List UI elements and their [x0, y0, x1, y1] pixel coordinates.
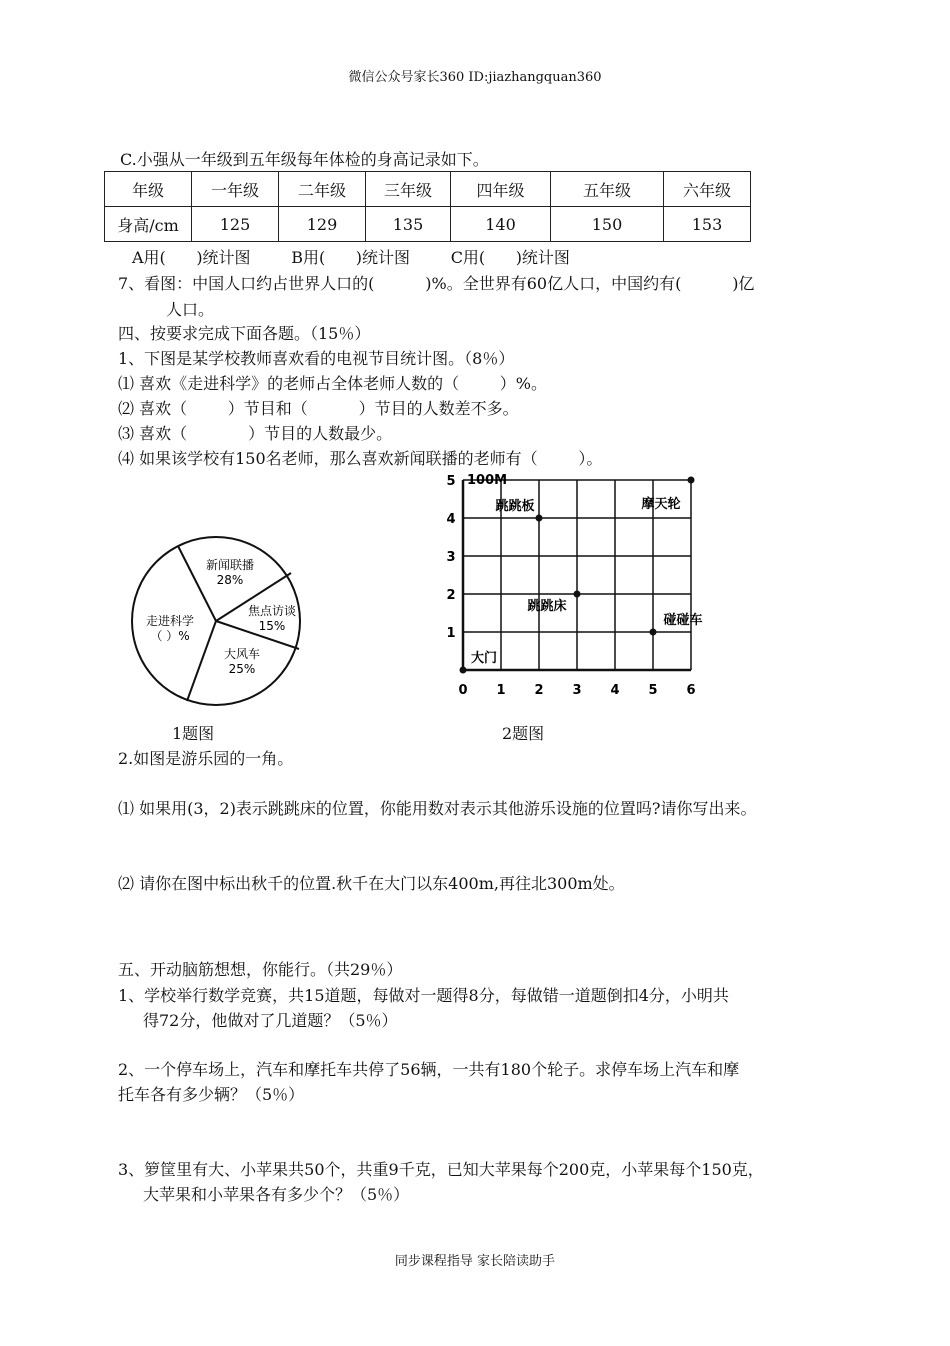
q7-line1: 7、看图：中国人口约占世界人口的( )%。全世界有60亿人口，中国约有( )亿 — [118, 274, 755, 293]
pie-label-xinwen: 新闻联播 — [205, 558, 255, 572]
grid-x-tick: 1 — [496, 683, 506, 698]
table-cell: 153 — [664, 207, 751, 242]
pie-chart — [120, 525, 320, 715]
grid-place-label: 大门 — [471, 651, 498, 666]
pie-label-zoujin: 走进科学 — [145, 614, 195, 628]
grid-place-label: 摩天轮 — [641, 497, 681, 512]
section5-title: 五、开动脑筋想想，你能行。（共29％） — [118, 960, 403, 979]
table-cell: 129 — [279, 207, 366, 242]
grid-y-tick: 5 — [446, 474, 456, 489]
grid-point — [574, 591, 581, 598]
s4-sub1: ⑴ 喜欢《走进科学》的老师占全体老师人数的（ ）%。 — [118, 374, 547, 393]
s4-q1: 1、下图是某学校教师喜欢看的电视节目统计图。（8％） — [118, 349, 515, 368]
s4-sub3: ⑶ 喜欢（ ）节目的人数最少。 — [118, 424, 393, 443]
table-cell: 五年级 — [551, 172, 664, 207]
s4-sub2: ⑵ 喜欢（ ）节目和（ ）节目的人数差不多。 — [118, 399, 519, 418]
pie-label-jiaodian: 焦点访谈 — [247, 604, 297, 618]
grid-point — [688, 477, 695, 484]
q2-sub1: ⑴ 如果用(3，2)表示跳跳床的位置，你能用数对表示其他游乐设施的位置吗?请你写出来。 — [118, 799, 757, 818]
grid-places — [460, 477, 703, 674]
table-cell: 150 — [551, 207, 664, 242]
grid-point — [460, 667, 467, 674]
grid-y-tick: 1 — [446, 626, 456, 641]
s5-q3-line2: 大苹果和小苹果各有多少个？（5％） — [143, 1185, 410, 1204]
s5-q1-line1: 1、学校举行数学竞赛，共15道题，每做对一题得8分，每做错一道题倒扣4分，小明共 — [118, 986, 729, 1005]
grid-x-tick: 2 — [534, 683, 544, 698]
section4-title: 四、按要求完成下面各题。（15％） — [118, 324, 371, 343]
table-row — [105, 172, 751, 207]
pie-caption: 1题图 — [172, 724, 215, 743]
table-cell: 二年级 — [279, 172, 366, 207]
table-cell: 三年级 — [366, 172, 451, 207]
grid-place-label: 碰碰车 — [663, 613, 703, 628]
q7-line2: 人口。 — [166, 300, 215, 319]
pie-pct-xinwen: 28% — [216, 573, 244, 587]
grid-point — [536, 515, 543, 522]
q2-sub2: ⑵ 请你在图中标出秋千的位置.秋千在大门以东400m,再往北300m处。 — [118, 874, 625, 893]
grid-place-label: 跳跳板 — [495, 499, 535, 514]
table-cell: 140 — [451, 207, 551, 242]
grid-point — [650, 629, 657, 636]
grid-place-label: 跳跳床 — [527, 599, 567, 614]
table-cell: 身高/cm — [105, 207, 192, 242]
grid-y-tick: 2 — [446, 588, 456, 603]
pie-pct-jiaodian: 15% — [258, 619, 286, 633]
page-footer: 同步课程指导 家长陪读助手 — [394, 1254, 556, 1269]
grid-x-tick: 4 — [610, 683, 620, 698]
page-header: 微信公众号家长360 ID:jiazhangquan360 — [348, 70, 602, 85]
q6c-answer-line: A用( )统计图 B用( )统计图 C用( )统计图 — [132, 248, 570, 267]
coordinate-grid — [435, 472, 720, 707]
grid-x-tick: 3 — [572, 683, 582, 698]
table-cell: 一年级 — [192, 172, 279, 207]
grid-caption: 2题图 — [502, 724, 545, 743]
grid-x-tick: 6 — [686, 683, 696, 698]
pie-label-dafengche: 大风车 — [223, 647, 261, 661]
s5-q2-line2: 托车各有多少辆？（5％） — [118, 1085, 305, 1104]
table-cell: 125 — [192, 207, 279, 242]
table-row — [105, 207, 751, 242]
pie-pct-zoujin: （ ）% — [150, 629, 190, 643]
q6c-prompt: C.小强从一年级到五年级每年体检的身高记录如下。 — [120, 150, 489, 169]
height-table — [104, 171, 751, 242]
table-cell: 六年级 — [664, 172, 751, 207]
s5-q2-line1: 2、一个停车场上，汽车和摩托车共停了56辆，一共有180个轮子。求停车场上汽车和摩 — [118, 1060, 740, 1079]
pie-pct-dafengche: 25% — [228, 662, 256, 676]
s4-sub4: ⑷ 如果该学校有150名老师，那么喜欢新闻联播的老师有（ ）。 — [118, 449, 603, 468]
grid-y-tick: 4 — [446, 512, 456, 527]
s5-q1-line2: 得72分，他做对了几道题？（5％） — [143, 1011, 398, 1030]
grid-x-tick: 5 — [648, 683, 658, 698]
table-cell: 135 — [366, 207, 451, 242]
table-cell: 四年级 — [451, 172, 551, 207]
table-cell: 年级 — [105, 172, 192, 207]
grid-y-tick: 3 — [446, 550, 456, 565]
q2-title: 2.如图是游乐园的一角。 — [118, 749, 294, 768]
grid-unit: 100M — [467, 473, 508, 488]
s5-q3-line1: 3、箩筐里有大、小苹果共50个，共重9千克，已知大苹果每个200克，小苹果每个150克， — [118, 1160, 764, 1179]
grid-x-tick: 0 — [458, 683, 468, 698]
